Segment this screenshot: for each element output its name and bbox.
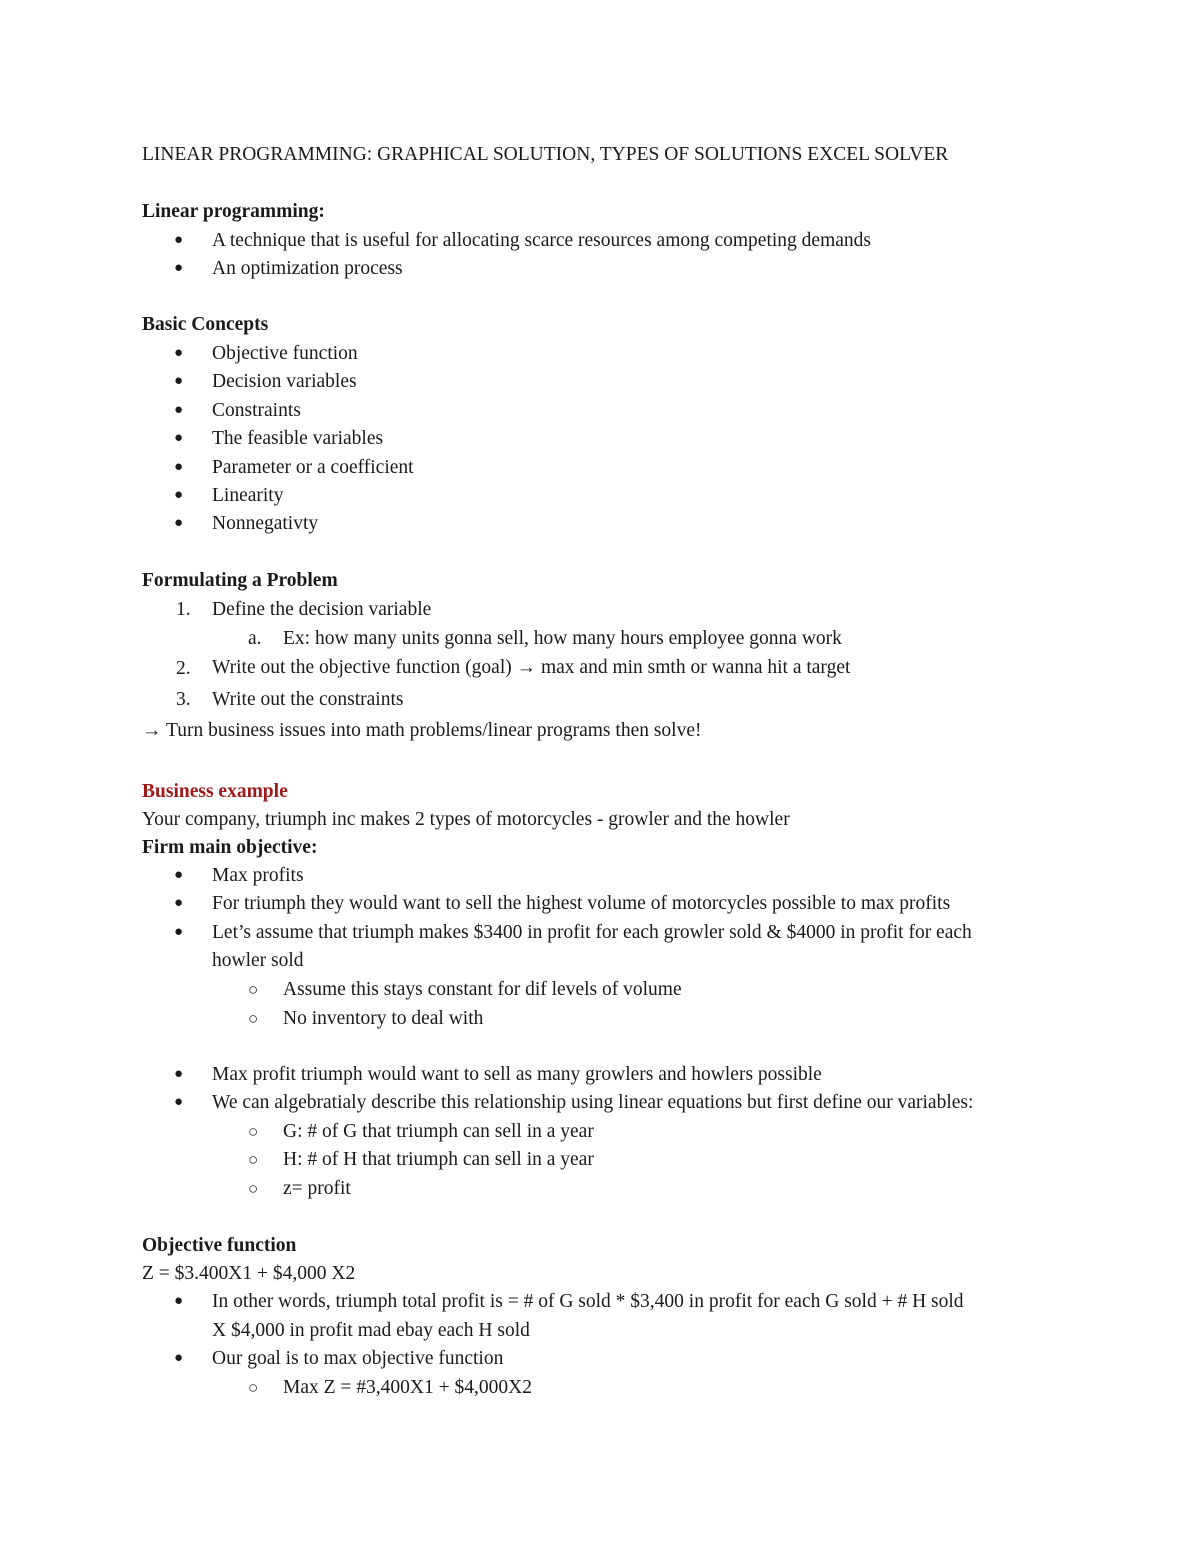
bullet-marker: ● — [174, 232, 184, 248]
list-item-continuation: X $4,000 in profit mad ebay each H sold — [212, 1320, 530, 1341]
list-item: Our goal is to max objective function — [212, 1348, 504, 1369]
list-item: An optimization process — [212, 258, 403, 279]
bullet-marker: ● — [174, 1094, 184, 1110]
list-item: Objective function — [212, 343, 358, 364]
sub-heading-firm-objective: Firm main objective: — [142, 837, 318, 858]
formula: Max Z = #3,400X1 + $4,000X2 — [283, 1377, 532, 1398]
sub-step-letter: a. — [248, 628, 262, 649]
bullet-marker: ● — [174, 260, 184, 276]
bullet-marker: ● — [174, 1293, 184, 1309]
bullet-marker: ● — [174, 515, 184, 531]
bullet-marker: ● — [174, 459, 184, 475]
list-item: Write out the constraints — [212, 689, 404, 710]
formula: Z = $3.400X1 + $4,000 X2 — [142, 1263, 356, 1284]
bullet-marker: ● — [174, 487, 184, 503]
list-item-continuation: howler sold — [212, 950, 304, 971]
step-number: 2. — [176, 658, 191, 679]
list-item: The feasible variables — [212, 428, 384, 449]
list-item: A technique that is useful for allocating scarce resources among competing demands — [212, 230, 871, 251]
list-item: Parameter or a coefficient — [212, 457, 414, 478]
list-item: For triumph they would want to sell the highest volume of motorcycles possible to max profits — [212, 893, 951, 914]
list-item: In other words, triumph total profit is = # of G sold * $3,400 in profit for each G sold + # H sold — [212, 1291, 964, 1312]
bullet-marker: ● — [174, 1066, 184, 1082]
list-item: We can algebratialy describe this relationship using linear equations but first define our variables: — [212, 1092, 974, 1113]
list-item: Constraints — [212, 400, 301, 421]
list-item: Ex: how many units gonna sell, how many hours employee gonna work — [283, 628, 842, 649]
sub-bullet-marker: ○ — [248, 1150, 259, 1169]
section-heading-linear-programming: Linear programming: — [142, 201, 325, 222]
section-heading-formulating: Formulating a Problem — [142, 570, 338, 591]
list-item: No inventory to deal with — [283, 1008, 484, 1029]
section-heading-business-example: Business example — [142, 781, 288, 802]
list-item: z= profit — [283, 1178, 351, 1199]
bullet-marker: ● — [174, 1350, 184, 1366]
step-number: 1. — [176, 599, 191, 620]
conclusion-text: → Turn business issues into math problems/linear programs then solve! — [142, 720, 702, 741]
list-item: Let’s assume that triumph makes $3400 in profit for each growler sold & $4000 in profit for each — [212, 922, 972, 943]
sub-bullet-marker: ○ — [248, 1122, 259, 1141]
bullet-marker: ● — [174, 345, 184, 361]
section-heading-objective-function: Objective function — [142, 1235, 297, 1256]
paragraph: Your company, triumph inc makes 2 types of motorcycles - growler and the howler — [142, 809, 790, 830]
list-item: Linearity — [212, 485, 284, 506]
sub-bullet-marker: ○ — [248, 1179, 259, 1198]
list-item: Define the decision variable — [212, 599, 432, 620]
step-number: 3. — [176, 689, 191, 710]
list-item: Nonnegativty — [212, 513, 319, 534]
document-title: LINEAR PROGRAMMING: GRAPHICAL SOLUTION, TYPES OF SOLUTIONS EXCEL SOLVER — [142, 144, 949, 165]
bullet-marker: ● — [174, 373, 184, 389]
bullet-marker: ● — [174, 430, 184, 446]
list-item: H: # of H that triumph can sell in a year — [283, 1149, 594, 1170]
list-item: Max profits — [212, 865, 304, 886]
list-item: Max profit triumph would want to sell as many growlers and howlers possible — [212, 1064, 822, 1085]
list-item: G: # of G that triumph can sell in a year — [283, 1121, 594, 1142]
bullet-marker: ● — [174, 402, 184, 418]
list-item: Write out the objective function (goal) → max and min smth or wanna hit a target — [212, 657, 851, 678]
list-item: Assume this stays constant for dif levels of volume — [283, 979, 682, 1000]
section-heading-basic-concepts: Basic Concepts — [142, 314, 269, 335]
sub-bullet-marker: ○ — [248, 980, 259, 999]
sub-bullet-marker: ○ — [248, 1378, 259, 1397]
sub-bullet-marker: ○ — [248, 1009, 259, 1028]
bullet-marker: ● — [174, 895, 184, 911]
bullet-marker: ● — [174, 924, 184, 940]
list-item: Decision variables — [212, 371, 357, 392]
bullet-marker: ● — [174, 867, 184, 883]
